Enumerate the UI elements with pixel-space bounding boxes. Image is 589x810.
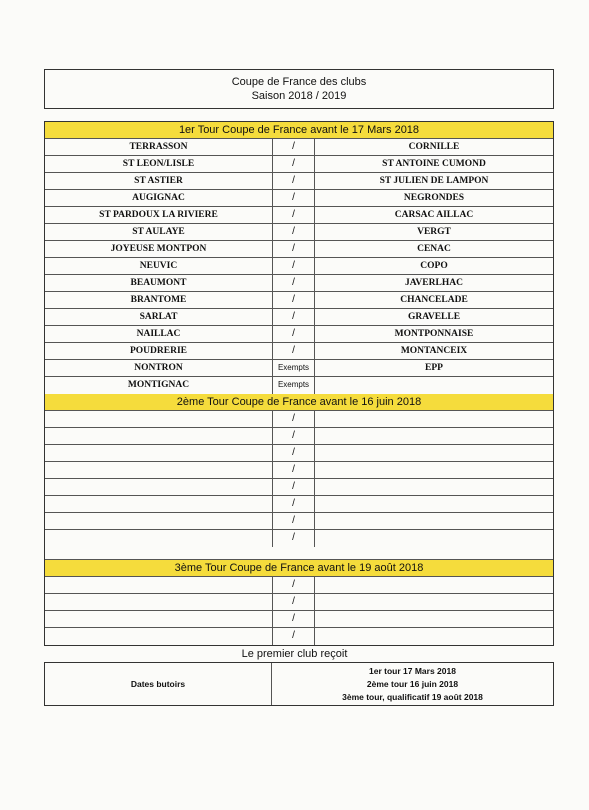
away-team-cell: MONTPONNAISE [394, 329, 474, 339]
away-team-cell [315, 445, 553, 461]
home-team-cell: BRANTOME [45, 292, 273, 308]
home-team-cell: POUDRERIE [45, 343, 273, 359]
away-team-cell [315, 577, 553, 593]
home-team-cell: NEUVIC [45, 258, 273, 274]
home-team-cell: NONTRON [45, 360, 273, 376]
table-row [45, 428, 553, 445]
away-team-cell [315, 530, 553, 547]
separator-cell: / [273, 594, 315, 610]
table-row [45, 628, 553, 645]
away-team-cell: CENAC [417, 244, 451, 254]
separator-cell: / [273, 292, 315, 308]
table-row [45, 479, 553, 496]
home-team-cell [45, 530, 273, 547]
separator-cell: / [273, 611, 315, 627]
home-team-cell [45, 513, 273, 529]
fixtures-table [44, 121, 554, 646]
separator-cell: / [273, 343, 315, 359]
deadlines-list [272, 663, 553, 705]
away-team-cell: VERGT [417, 227, 451, 237]
table-row [45, 530, 553, 547]
separator-cell: / [273, 224, 315, 240]
table-row [45, 411, 553, 428]
table-row [45, 275, 553, 292]
home-team-cell [45, 611, 273, 627]
home-team-cell [45, 445, 273, 461]
table-row [45, 309, 553, 326]
table-row [45, 156, 553, 173]
away-team-cell: COPO [420, 261, 448, 271]
round2-matches [45, 411, 553, 547]
home-team-cell: NAILLAC [45, 326, 273, 342]
document-title: Coupe de France des clubs [231, 76, 367, 88]
round1-header: 1er Tour Coupe de France avant le 17 Mars 2018 [45, 122, 553, 139]
separator-cell: / [273, 479, 315, 495]
table-row [45, 258, 553, 275]
separator-cell: / [273, 577, 315, 593]
separator-cell: / [273, 462, 315, 478]
home-team-cell: AUGIGNAC [45, 190, 273, 206]
separator-cell: / [273, 445, 315, 461]
away-team-cell: JAVERLHAC [405, 278, 463, 288]
away-team-cell [315, 496, 553, 512]
round-separator [45, 547, 553, 560]
separator-cell: / [273, 411, 315, 427]
table-row [45, 173, 553, 190]
host-note: Le premier club reçoit [241, 648, 348, 660]
separator-cell: / [273, 207, 315, 223]
round3-header: 3ème Tour Coupe de France avant le 19 août 2018 [45, 560, 553, 577]
separator-cell: / [273, 241, 315, 257]
separator-cell: / [273, 275, 315, 291]
away-team-cell [315, 628, 553, 645]
separator-cell: / [273, 428, 315, 444]
table-row [45, 496, 553, 513]
table-row [45, 190, 553, 207]
separator-cell: / [273, 190, 315, 206]
document-header [44, 69, 554, 109]
separator-cell: / [273, 326, 315, 342]
table-row [45, 139, 553, 156]
table-row [45, 224, 553, 241]
separator-cell: Exempts [273, 377, 315, 394]
deadlines-label: Dates butoirs [45, 663, 272, 705]
table-row [45, 343, 553, 360]
away-team-cell [315, 428, 553, 444]
home-team-cell [45, 628, 273, 645]
separator-cell: / [273, 173, 315, 189]
deadline-round1: 1er tour 17 Mars 2018 [369, 666, 456, 676]
deadlines-box [44, 662, 554, 706]
home-team-cell [45, 428, 273, 444]
away-team-cell: ST JULIEN DE LAMPON [379, 176, 489, 186]
table-row [45, 445, 553, 462]
away-team-cell [315, 594, 553, 610]
home-team-cell: TERRASSON [45, 139, 273, 155]
home-team-cell [45, 496, 273, 512]
table-row [45, 207, 553, 224]
table-row [45, 611, 553, 628]
round2-header: 2ème Tour Coupe de France avant le 16 juin 2018 [45, 394, 553, 411]
separator-cell: Exempts [273, 360, 315, 376]
away-team-cell: CORNILLE [408, 142, 460, 152]
home-team-cell: ST ASTIER [45, 173, 273, 189]
away-team-cell [315, 377, 553, 394]
home-team-cell: BEAUMONT [45, 275, 273, 291]
table-row [45, 292, 553, 309]
table-row [45, 462, 553, 479]
table-row [45, 360, 553, 377]
away-team-cell [315, 411, 553, 427]
away-team-cell [315, 611, 553, 627]
away-team-cell [315, 479, 553, 495]
table-row [45, 241, 553, 258]
separator-cell: / [273, 496, 315, 512]
away-team-cell [315, 513, 553, 529]
home-team-cell: ST LEON/LISLE [45, 156, 273, 172]
separator-cell: / [273, 156, 315, 172]
away-team-cell: CARSAC AILLAC [394, 210, 474, 220]
separator-cell: / [273, 530, 315, 547]
home-team-cell [45, 462, 273, 478]
away-team-cell: NEGRONDES [403, 193, 465, 203]
round3-matches [45, 577, 553, 645]
home-team-cell: JOYEUSE MONTPON [45, 241, 273, 257]
home-team-cell [45, 411, 273, 427]
home-team-cell [45, 577, 273, 593]
away-team-cell: EPP [425, 363, 443, 373]
separator-cell: / [273, 139, 315, 155]
home-team-cell: MONTIGNAC [45, 377, 273, 394]
away-team-cell: MONTANCEIX [400, 346, 468, 356]
table-row [45, 577, 553, 594]
away-team-cell: CHANCELADE [400, 295, 468, 305]
away-team-cell: ST ANTOINE CUMOND [382, 159, 486, 169]
table-row [45, 513, 553, 530]
deadline-round3: 3ème tour, qualificatif 19 août 2018 [342, 692, 483, 702]
home-team-cell: ST PARDOUX LA RIVIERE [45, 207, 273, 223]
home-team-cell: SARLAT [45, 309, 273, 325]
home-team-cell [45, 594, 273, 610]
separator-cell: / [273, 258, 315, 274]
separator-cell: / [273, 513, 315, 529]
separator-cell: / [273, 309, 315, 325]
table-row [45, 377, 553, 394]
away-team-cell: GRAVELLE [407, 312, 461, 322]
season-label: Saison 2018 / 2019 [251, 90, 347, 102]
deadline-round2: 2ème tour 16 juin 2018 [366, 679, 459, 689]
separator-cell: / [273, 628, 315, 645]
home-team-cell [45, 479, 273, 495]
away-team-cell [315, 462, 553, 478]
table-row [45, 594, 553, 611]
home-team-cell: ST AULAYE [45, 224, 273, 240]
table-row [45, 326, 553, 343]
round1-matches [45, 139, 553, 394]
